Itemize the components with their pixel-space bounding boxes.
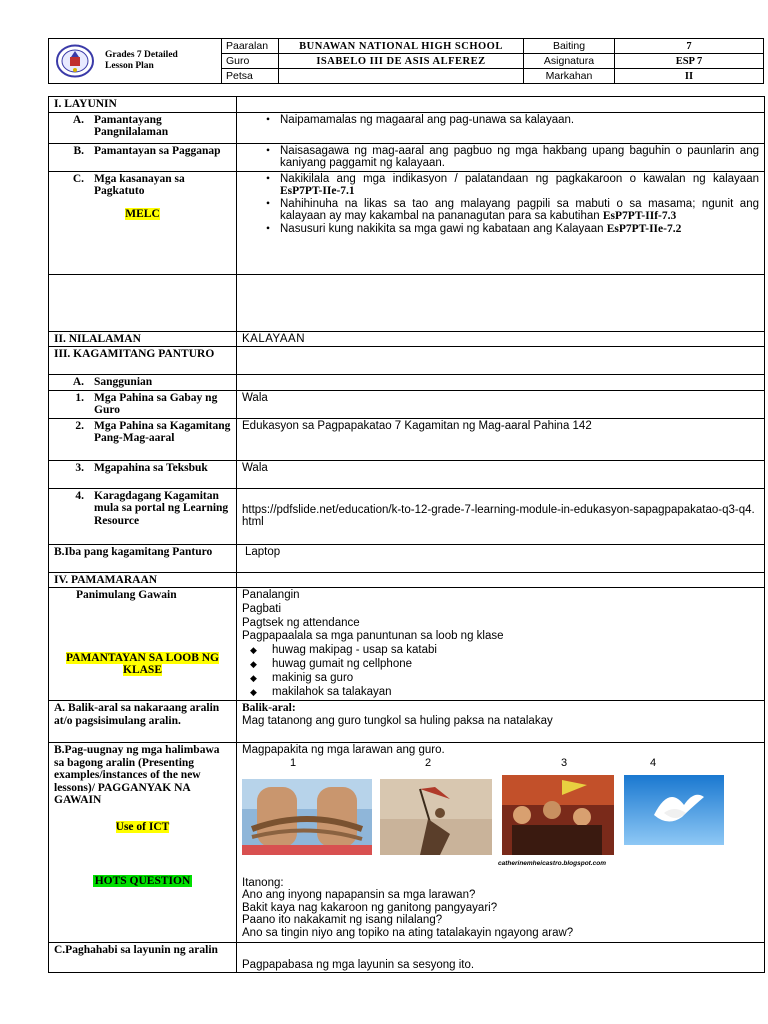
pag-uugnay-label <box>49 743 237 943</box>
question-item: Paano ito nakakamit ng isang nilalang? <box>242 914 443 927</box>
rule-item: huwag gumait ng cellphone <box>272 657 413 670</box>
rule-item: makilahok sa talakayan <box>272 685 392 698</box>
bullet-text: Naisasagawa ng mag-aaral ang pagbuo ng mga hakbang upang baguhin o paunlarin ang kaniyang paggamit ng kalayaan. <box>280 144 759 169</box>
logo-cell <box>49 39 222 84</box>
value-paaralan: BUNAWAN NATIONAL HIGH SCHOOL <box>279 39 524 54</box>
panimulang-gawain-value <box>237 588 765 701</box>
learning-resource-link[interactable]: https://pdfslide.net/education/k-to-12-grade-7-learning-module-in-edukasyon-sapagpapakatao-q3-q4.html <box>237 488 765 544</box>
kasanayan-sa-pagkatuto-value: • Nakikilala ang mga indikasyon / palatandaan ng pagkakaroon o kawalan ng kalayaan EsP7PT-IIe-7.1 • Nahihinuha na likas sa tao ang malayang pagpili sa mabuti o sa masama; ngunit ang kalayaan ay may kakambal na pananagutan para sa kabutihan EsP7PT-IIf-7.3 • Nasusuri kung nakikita sa mga gawi ng kabataan ang Kalayaan EsP7PT-IIe-7.2 <box>237 171 765 274</box>
competency-code: EsP7PT-IIe-7.2 <box>606 222 682 235</box>
freedom-statue-image <box>380 779 492 855</box>
diamond-icon: ◆ <box>250 686 257 697</box>
label-petsa: Petsa <box>222 69 279 84</box>
label-guro: Guro <box>222 54 279 69</box>
pamantayang-pangnilalaman-value: • Naipamamalas ng magaaral ang pag-unawa sa kalayaan. <box>237 112 765 143</box>
picture-number: 4 <box>650 756 657 769</box>
activity-line: Pagbati <box>242 602 282 615</box>
item-key: 1. <box>75 391 84 404</box>
picture-number: 2 <box>425 756 432 769</box>
hots-highlight: HOTS QUESTION <box>94 875 191 888</box>
competency-code: EsP7PT-IIe-7.1 <box>280 185 355 197</box>
kagamitang-pang-mag-aaral-label <box>49 418 237 460</box>
empty-cell <box>237 375 765 391</box>
question-item: Ano sa tingin niyo ang topiko na ating tatalakayin ngayong araw? <box>242 926 574 939</box>
nilalaman-heading: II. NILALAMAN <box>49 331 237 347</box>
diamond-icon: ◆ <box>250 645 257 656</box>
diamond-icon: ◆ <box>250 672 257 683</box>
gabay-ng-guro-label <box>49 390 237 418</box>
gabay-ng-guro-value: Wala <box>237 390 765 418</box>
item-key: 3. <box>75 461 84 474</box>
revolution-painting-image <box>502 775 614 855</box>
item-label: Mgapahina sa Teksbuk <box>94 461 208 474</box>
competency-code: EsP7PT-IIf-7.3 <box>602 210 677 222</box>
chained-fists-image <box>242 779 372 855</box>
pamamaraan-heading: IV. PAMAMARAAN <box>49 572 237 588</box>
diamond-icon: ◆ <box>250 658 257 669</box>
kasanayan-sa-pagkatuto-label <box>49 171 237 274</box>
value-baiting: 7 <box>615 39 764 54</box>
value-markahan: II <box>615 69 764 84</box>
iba-pang-kagamitan-value: Laptop <box>237 544 765 572</box>
pamantayang-pangnilalaman-label <box>49 112 237 143</box>
label-asignatura: Asignatura <box>524 54 615 69</box>
item-label: Karagdagang Kagamitan mula sa portal ng Learning Resource <box>94 489 229 527</box>
image-credit: catherinemheicastro.blogspot.com <box>498 859 606 867</box>
balik-aral-value <box>237 701 765 743</box>
pag-uugnay-value <box>237 743 765 943</box>
melc-highlight: MELC <box>125 207 160 220</box>
panimulang-gawain-label <box>49 588 237 701</box>
balik-aral-text: Mag tatanong ang guro tungkol sa huling paksa na natalakay <box>242 714 553 727</box>
picture-number: 1 <box>290 756 297 769</box>
pag-uugnay-title: B.Pag-uugnay ng mga halimbawa sa bagong aralin (Presenting examples/instances of the new lessons)/ PAGGANYAK NA GAWAIN <box>54 744 220 807</box>
question-item: Bakit kaya nag kakaroon ng ganitong pangyayari? <box>242 901 498 914</box>
item-label: Mga kasanayan sa Pagkatuto <box>94 172 185 197</box>
picture-strip <box>242 757 759 877</box>
value-petsa <box>279 69 524 84</box>
learning-resource-label <box>49 488 237 544</box>
rule-item: huwag makipag - usap sa katabi <box>272 644 437 657</box>
deped-seal-icon <box>55 44 95 78</box>
item-label: Sanggunian <box>94 376 153 388</box>
lesson-plan-table <box>48 96 765 973</box>
item-key: A. <box>72 376 84 388</box>
item-label: Mga Pahina sa Gabay ng Guro <box>94 391 218 416</box>
balik-aral-title: Balik-aral: <box>242 702 296 715</box>
rule-item: makinig sa guro <box>272 671 354 684</box>
panimulang-gawain-title: Panimulang Gawain <box>76 589 177 601</box>
picture-number: 3 <box>561 756 568 769</box>
item-label: Pamantayang Pangnilalaman <box>94 113 169 138</box>
empty-cell <box>237 347 765 375</box>
iba-pang-kagamitan-label: B.Iba pang kagamitang Panturo <box>49 544 237 572</box>
question-item: Ano ang inyong napapansin sa mga larawan? <box>242 889 476 902</box>
item-key: A. <box>72 113 84 126</box>
label-paaralan: Paaralan <box>222 39 279 54</box>
competency-text: Nasusuri kung nakikita sa mga gawi ng kabataan ang Kalayaan <box>280 222 604 235</box>
item-key: C. <box>72 172 84 185</box>
paghahabi-value: Pagpapabasa ng mga layunin sa sesyong ito. <box>237 943 765 973</box>
empty-cell <box>49 274 237 331</box>
pamantayan-sa-pagganap-value: • Naisasagawa ng mag-aaral ang pagbuo ng mga hakbang upang baguhin o paunlarin ang kaniyang paggamit ng kalayaan. <box>237 143 765 171</box>
empty-cell <box>237 97 765 113</box>
value-guro: ISABELO III DE ASIS ALFEREZ <box>279 54 524 69</box>
activity-line: Pagpapaalala sa mga panuntunan sa loob ng klase <box>242 630 504 643</box>
nilalaman-value: KALAYAAN <box>237 331 765 347</box>
label-baiting: Baiting <box>524 39 615 54</box>
layunin-heading: I. LAYUNIN <box>49 97 237 113</box>
item-key: B. <box>73 144 84 157</box>
itanong-label: Itanong: <box>242 876 284 889</box>
balik-aral-label: A. Balik-aral sa nakaraang aralin at/o pagsisimulang aralin. <box>49 701 237 743</box>
item-label: Mga Pahina sa Kagamitang Pang-Mag-aaral <box>94 419 231 444</box>
white-dove-image <box>624 775 724 845</box>
label-markahan: Markahan <box>524 69 615 84</box>
kagamitan-heading: III. KAGAMITANG PANTURO <box>49 347 237 375</box>
item-label: Pamantayan sa Pagganap <box>94 144 221 157</box>
activity-line: Panalangin <box>242 589 300 601</box>
lesson-plan-header <box>48 38 764 84</box>
sanggunian-label <box>49 375 237 391</box>
activity-line: Pagtsek ng attendance <box>242 616 360 629</box>
lesson-plan-title: Grades 7 Detailed Lesson Plan <box>105 50 178 71</box>
pamantayan-highlight: PAMANTAYAN SA LOOB NG KLASE <box>65 651 220 676</box>
empty-cell <box>237 572 765 588</box>
competency-text: Nahihinuha na likas sa tao ang malayang pagpili sa mabuti o sa masama; ngunit ang kalayaan ay may kakambal na pananagutan para sa kabutihan <box>280 197 759 222</box>
item-key: 2. <box>75 419 84 432</box>
competency-text: Nakikilala ang mga indikasyon / palatandaan ng pagkakaroon o kawalan ng kalayaan <box>280 172 759 185</box>
value-asignatura: ESP 7 <box>615 54 764 69</box>
item-key: 4. <box>75 489 84 502</box>
pag-uugnay-intro: Magpapakita ng mga larawan ang guro. <box>242 744 445 757</box>
pamantayan-sa-pagganap-label <box>49 143 237 171</box>
ict-highlight: Use of ICT <box>115 820 170 833</box>
paghahabi-label: C.Paghahabi sa layunin ng aralin <box>49 943 237 973</box>
empty-cell <box>237 274 765 331</box>
bullet-text: Naipamamalas ng magaaral ang pag-unawa sa kalayaan. <box>280 113 575 126</box>
kagamitang-pang-mag-aaral-value: Edukasyon sa Pagpapakatao 7 Kagamitan ng Mag-aaral Pahina 142 <box>237 418 765 460</box>
teksbuk-label <box>49 460 237 488</box>
teksbuk-value: Wala <box>237 460 765 488</box>
